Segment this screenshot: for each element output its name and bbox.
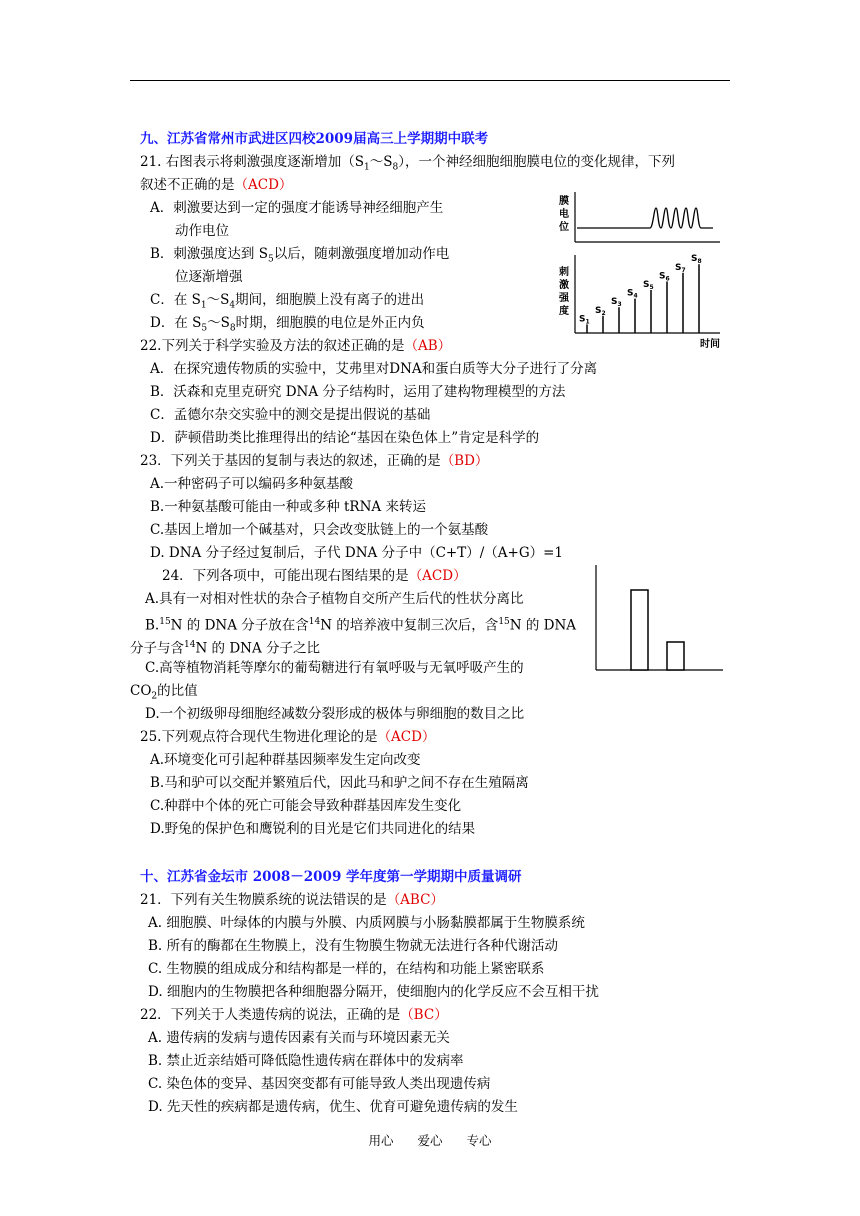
ratio-bar (667, 642, 684, 670)
answer: （ACD） (377, 729, 436, 745)
option: A. 遗传病的发病与遗传因素有关而与环境因素无关 (148, 1030, 450, 1046)
option: 位逐渐增强 (175, 269, 243, 285)
ratio-bar-figure (588, 560, 728, 675)
option: D．在 $S_5\sim S_8$时期，细胞膜的电位是外正内负 (150, 315, 425, 334)
stimulus-bars (579, 254, 702, 333)
stimulus-label: $S_1$ (579, 314, 590, 326)
fig-ylabel-top-1: 电 (559, 209, 569, 220)
option: B．沃森和克里克研究 DNA 分子结构时，运用了建构物理模型的方法 (150, 384, 566, 400)
header-rule (130, 80, 730, 81)
option: A．刺激要达到一定的强度才能诱导神经细胞产生 (150, 200, 444, 216)
stimulus-label: $S_4$ (627, 288, 638, 300)
answer: （ACD） (234, 177, 293, 193)
fig-ylabel-top-2: 位 (559, 222, 569, 233)
option: C．孟德尔杂交实验中的测交是提出假说的基础 (150, 407, 431, 423)
option: $CO_2$的比值 (130, 683, 198, 702)
option: C.高等植物消耗等摩尔的葡萄糖进行有氧呼吸与无氧呼吸产生的 (145, 660, 524, 676)
option: B. 禁止近亲结婚可降低隐性遗传病在群体中的发病率 (148, 1053, 464, 1069)
section-title: 九、江苏省常州市武进区四校2009届高三上学期期中联考 (140, 131, 489, 147)
option: B．刺激强度达到 $S_5$以后，随刺激强度增加动作电 (150, 246, 450, 265)
option: A.一种密码子可以编码多种氨基酸 (150, 476, 354, 492)
option: A.具有一对相对性状的杂合子植物自交所产生后代的性状分离比 (145, 591, 524, 607)
option: A.环境变化可引起种群基因频率发生定向改变 (150, 752, 421, 768)
fig-xlabel: 时间 (700, 339, 720, 350)
question-stem: 25.下列观点符合现代生物进化理论的是（ACD） (140, 729, 436, 745)
option: D. 细胞内的生物膜把各种细胞器分隔开，使细胞内的化学反应不会互相干扰 (148, 984, 599, 1000)
option: D. DNA 分子经过复制后，子代 DNA 分子中（C+T）/（A+G）=1 (150, 545, 564, 561)
option: B.马和驴可以交配并繁殖后代，因此马和驴之间不存在生殖隔离 (150, 775, 529, 791)
option: A. 细胞膜、叶绿体的内膜与外膜、内质网膜与小肠黏膜都属于生物膜系统 (148, 915, 585, 931)
stimulus-label: $S_3$ (611, 297, 622, 309)
ratio-bar (631, 590, 648, 670)
fig-ylabel-bottom-2: 强 (559, 293, 569, 304)
option: 分子与含$^{14}$N 的 DNA 分子之比 (130, 640, 321, 657)
fig-ylabel-bottom-1: 激 (559, 280, 569, 291)
answer: （ABC） (386, 892, 444, 908)
option: D.野兔的保护色和鹰锐利的目光是它们共同进化的结果 (150, 821, 476, 837)
stimulus-label: $S_2$ (595, 305, 606, 317)
question-stem: 24．下列各项中，可能出现右图结果的是（ACD） (162, 568, 467, 584)
footer-text: 爱心 (417, 1133, 443, 1148)
option: B.一种氨基酸可能由一种或多种 tRNA 来转运 (150, 499, 426, 515)
option: B.$^{15}$N 的 DNA 分子放在含$^{14}$N 的培养液中复制三次后，含$^{15}$N 的 DNA (145, 617, 577, 634)
option: C．在 $S_1\sim S_4$期间，细胞膜上没有离子的进出 (150, 292, 425, 311)
answer: （BC） (400, 1007, 448, 1023)
fig-ylabel-top-0: 膜 (559, 196, 569, 207)
answer: （BD） (440, 453, 489, 469)
option: D.一个初级卵母细胞经减数分裂形成的极体与卵细胞的数目之比 (145, 706, 525, 722)
option: A．在探究遗传物质的实验中，艾弗里对DNA和蛋白质等大分子进行了分离 (150, 361, 598, 377)
option: C. 生物膜的组成成分和结构都是一样的，在结构和功能上紧密联系 (148, 961, 545, 977)
stimulus-label: $S_7$ (675, 262, 686, 274)
fig-ylabel-bottom-0: 刺 (559, 267, 569, 278)
question-stem: 22.下列关于科学实验及方法的叙述正确的是（AB） (140, 338, 452, 354)
stimulus-label: $S_5$ (643, 280, 654, 291)
option: C. 染色体的变异、基因突变都有可能导致人类出现遗传病 (148, 1076, 491, 1092)
question-stem: 叙述不正确的是（ACD） (140, 177, 293, 193)
footer (0, 1131, 860, 1149)
question-stem: 22．下列关于人类遗传病的说法，正确的是（BC） (140, 1007, 448, 1023)
answer: （AB） (404, 338, 452, 354)
membrane-potential-trace (577, 208, 713, 228)
question-stem: 21. 右图表示将刺激强度逐渐增加$(S_1\sim S_8)$，一个神经细胞细胞膜电位的变化规律，下列 (140, 154, 675, 173)
question-stem: 21．下列有关生物膜系统的说法错误的是（ABC） (140, 892, 444, 908)
option: D. 先天性的疾病都是遗传病，优生、优育可避免遗传病的发生 (148, 1099, 518, 1115)
option: B. 所有的酶都在生物膜上，没有生物膜生物就无法进行各种代谢活动 (148, 938, 559, 954)
question-stem: 23．下列关于基因的复制与表达的叙述，正确的是（BD） (140, 453, 489, 469)
answer: （ACD） (408, 568, 467, 584)
option: C.种群中个体的死亡可能会导致种群基因库发生变化 (150, 798, 462, 814)
footer-text: 用心 (368, 1133, 394, 1148)
footer-text: 专心 (466, 1133, 492, 1148)
stimulus-label: $S_6$ (659, 271, 670, 283)
section-title: 十、江苏省金坛市 2008－2009 学年度第一学期期中质量调研 (140, 869, 522, 885)
stimulus-label: $S_8$ (691, 254, 702, 266)
option: C.基因上增加一个碱基对，只会改变肽链上的一个氨基酸 (150, 522, 489, 538)
ratio-bars (631, 590, 684, 670)
option: 动作电位 (175, 223, 229, 239)
fig-ylabel-bottom-3: 度 (559, 306, 569, 317)
nerve-stimulus-figure (555, 190, 730, 350)
option: D．萨顿借助类比推理得出的结论“基因在染色体上”肯定是科学的 (150, 430, 540, 446)
